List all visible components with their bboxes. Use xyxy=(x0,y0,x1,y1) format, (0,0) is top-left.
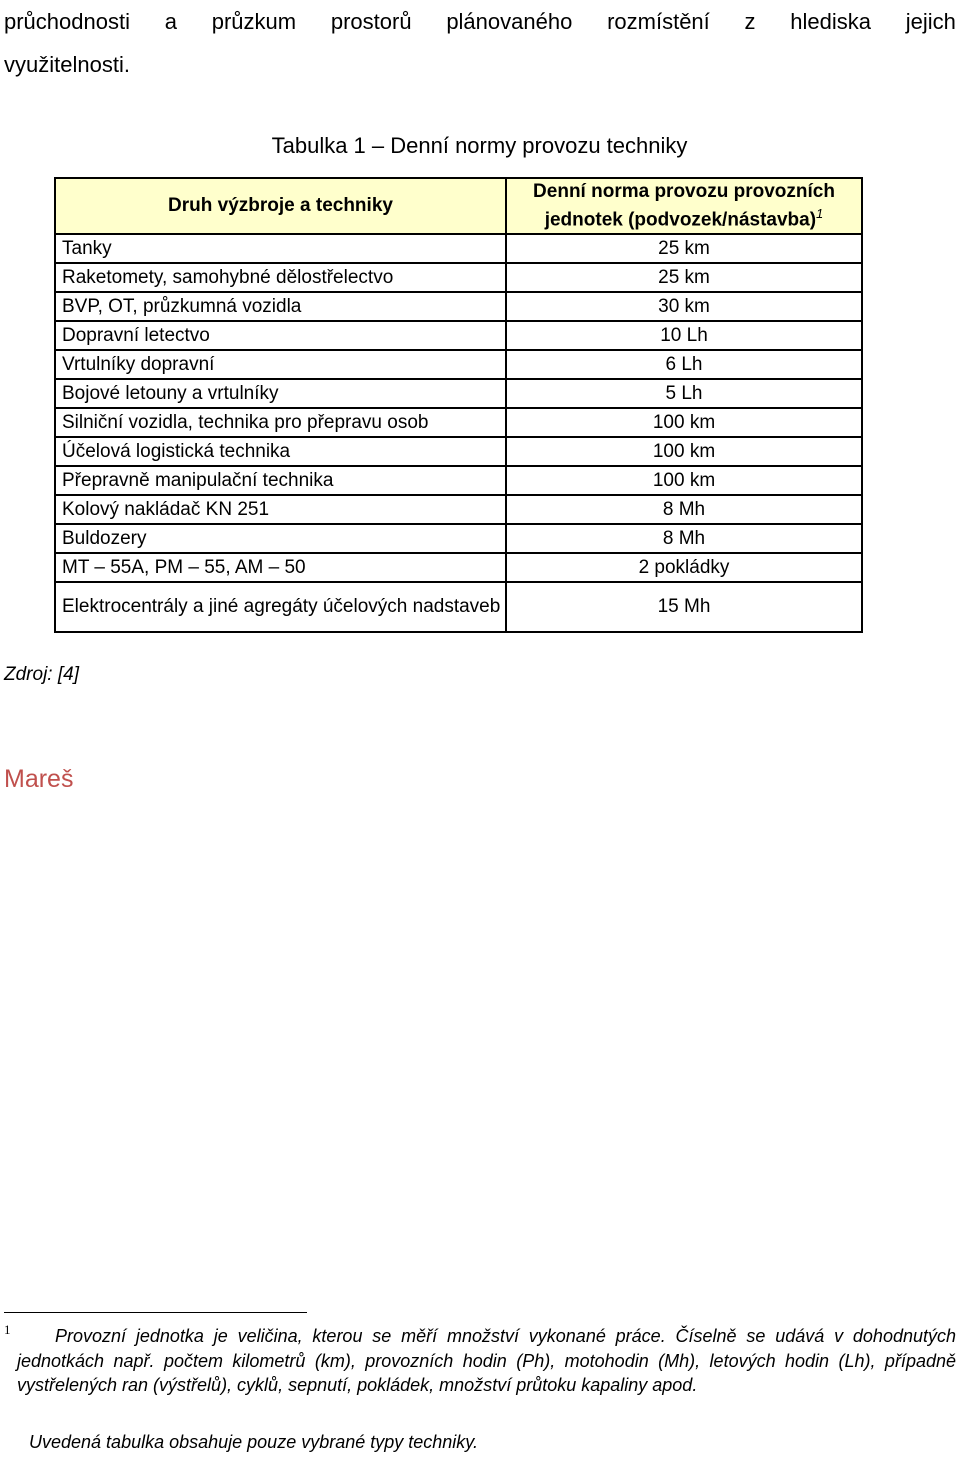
header-daily-norm xyxy=(506,178,862,234)
intro-word: hlediska xyxy=(790,9,871,34)
equipment-name-cell: Bojové letouny a vrtulníky xyxy=(55,379,506,408)
table-row xyxy=(55,350,862,379)
table-row xyxy=(55,321,862,350)
equipment-name-cell: Přepravně manipulační technika xyxy=(55,466,506,495)
footnote-separator xyxy=(4,1312,307,1313)
table-row xyxy=(55,495,862,524)
equipment-name-cell: BVP, OT, průzkumná vozidla xyxy=(55,292,506,321)
intro-word: průchodnosti xyxy=(4,9,130,34)
norms-table xyxy=(54,177,863,633)
equipment-name-cell: Silniční vozidla, technika pro přepravu osob xyxy=(55,408,506,437)
table-note: Uvedená tabulka obsahuje pouze vybrané typy techniky. xyxy=(29,1432,478,1452)
equipment-name-cell: Vrtulníky dopravní xyxy=(55,350,506,379)
table-row xyxy=(55,582,862,632)
norm-value-cell: 5 Lh xyxy=(506,379,862,408)
footnote-mark: 1 xyxy=(4,1322,11,1337)
header-daily-norm-text: Denní norma provozu provozních jednotek (podvozek/nástavba) xyxy=(533,180,835,231)
intro-word: rozmístění xyxy=(607,9,710,34)
intro-line-2: využitelnosti. xyxy=(4,52,130,77)
footnote-reference: 1 xyxy=(816,205,824,221)
norm-value-cell: 25 km xyxy=(506,234,862,263)
footnote-text xyxy=(17,1324,956,1398)
equipment-name-cell: Elektrocentrály a jiné agregáty účelových nadstaveb xyxy=(55,582,506,632)
equipment-name-cell: MT – 55A, PM – 55, AM – 50 xyxy=(55,553,506,582)
header-equipment-type: Druh výzbroje a techniky xyxy=(55,178,506,234)
table-row xyxy=(55,292,862,321)
intro-line-1 xyxy=(4,0,956,43)
intro-word: průzkum xyxy=(211,9,297,34)
norm-value-cell: 2 pokládky xyxy=(506,553,862,582)
norm-value-cell: 25 km xyxy=(506,263,862,292)
table-row xyxy=(55,466,862,495)
norm-value-cell: 8 Mh xyxy=(506,524,862,553)
equipment-name-cell: Kolový nakládač KN 251 xyxy=(55,495,506,524)
norm-value-cell: 100 km xyxy=(506,437,862,466)
author-name: Mareš xyxy=(4,765,74,793)
table-row xyxy=(55,437,862,466)
table-row xyxy=(55,379,862,408)
norm-value-cell: 6 Lh xyxy=(506,350,862,379)
equipment-name-cell: Účelová logistická technika xyxy=(55,437,506,466)
intro-word: z xyxy=(744,9,756,34)
intro-word: plánovaného xyxy=(446,9,573,34)
table-caption-text: Tabulka 1 – Denní normy provozu techniky xyxy=(271,133,688,158)
equipment-name-cell: Buldozery xyxy=(55,524,506,553)
intro-paragraph xyxy=(4,0,956,86)
table-caption xyxy=(0,133,960,159)
norm-value-cell: 100 km xyxy=(506,408,862,437)
norm-value-cell: 8 Mh xyxy=(506,495,862,524)
equipment-name-cell: Tanky xyxy=(55,234,506,263)
equipment-name-cell: Dopravní letectvo xyxy=(55,321,506,350)
equipment-name-cell: Raketomety, samohybné dělostřelectvo xyxy=(55,263,506,292)
table-row xyxy=(55,263,862,292)
norm-value-cell: 15 Mh xyxy=(506,582,862,632)
footnote-body: Provozní jednotka je veličina, kterou se měří množství vykonané práce. Číselně se udává v dohodnutých jednotkách např. počtem kilometrů (km), provozních hodin (Ph), motohodin (Mh), letových hodin (Lh), případně vystřelených ran (výstřelů), cyklů, sepnutí, pokládek, množství průtoku kapaliny apod. xyxy=(17,1326,956,1395)
table-header-row xyxy=(55,178,862,234)
norm-value-cell: 100 km xyxy=(506,466,862,495)
intro-word: a xyxy=(164,9,177,34)
table-row xyxy=(55,524,862,553)
norm-value-cell: 30 km xyxy=(506,292,862,321)
table-row xyxy=(55,234,862,263)
intro-word: jejich xyxy=(905,9,956,34)
table-row xyxy=(55,553,862,582)
table-row xyxy=(55,408,862,437)
norm-value-cell: 10 Lh xyxy=(506,321,862,350)
source-note: Zdroj: [4] xyxy=(4,664,79,685)
intro-word: prostorů xyxy=(330,9,412,34)
